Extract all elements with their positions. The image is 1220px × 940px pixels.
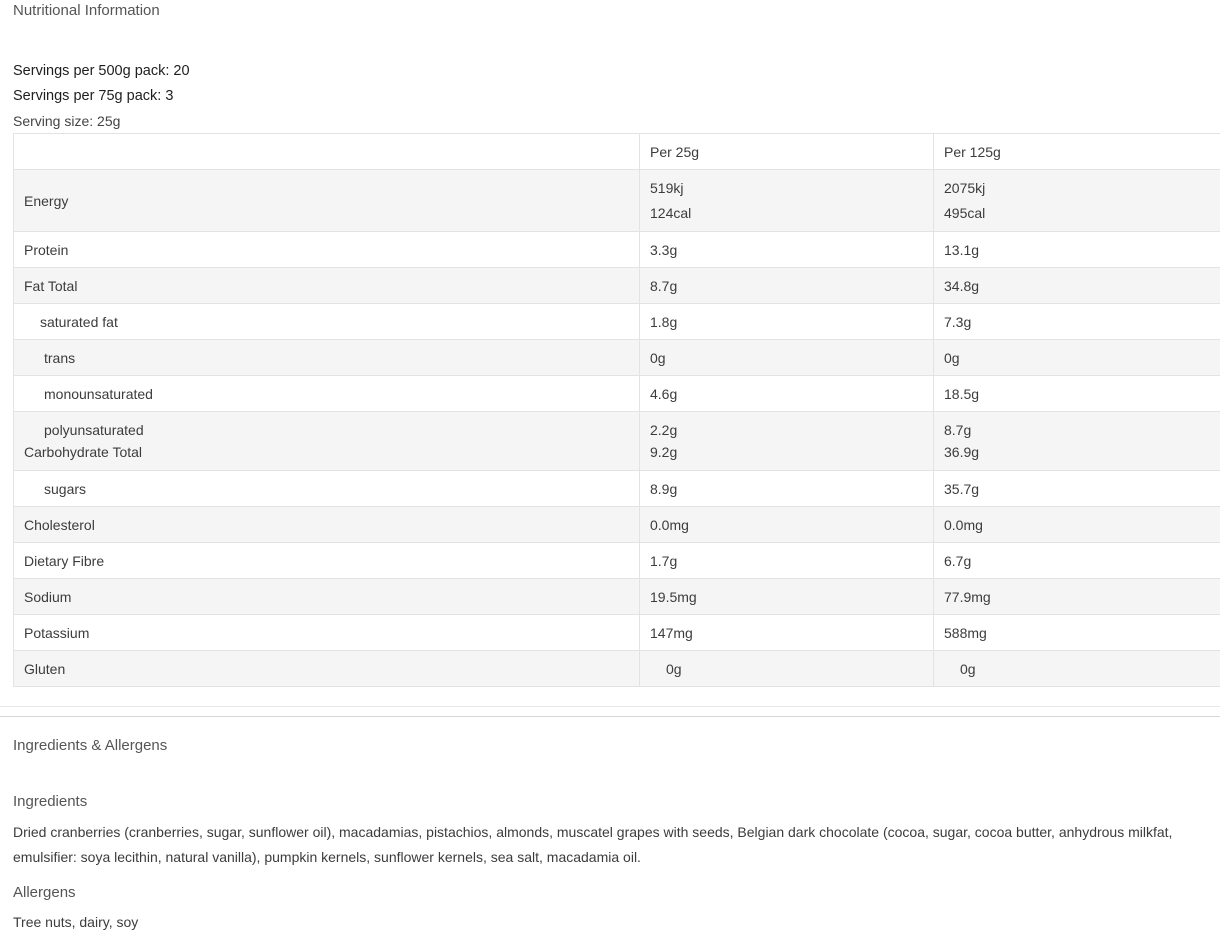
ingredients-heading: Ingredients [13, 793, 88, 810]
row-label: Cholesterol [14, 507, 640, 543]
row-per-125g: 34.8g [934, 268, 1220, 304]
serving-size: Serving size: 25g [13, 113, 121, 129]
row-per-25g: 1.7g [640, 543, 934, 579]
header-per-25g: Per 25g [640, 134, 934, 170]
row-per-125g: 35.7g [934, 471, 1220, 507]
row-per-25g: 0g [640, 651, 934, 687]
row-per-125g: 0.0mg [934, 507, 1220, 543]
row-per-125g: 7.3g [934, 304, 1220, 340]
row-label: Sodium [14, 579, 640, 615]
header-per-125g: Per 125g [934, 134, 1220, 170]
row-per-125g [934, 412, 1220, 471]
row-per-25g: 4.6g [640, 376, 934, 412]
section-divider [0, 716, 1220, 717]
row-per-25g [640, 170, 934, 232]
table-row [14, 507, 1220, 543]
table-row [14, 268, 1220, 304]
row-per-125g: 588mg [934, 615, 1220, 651]
row-per-25g: 8.9g [640, 471, 934, 507]
section-divider [0, 706, 1220, 707]
row-per-125g: 13.1g [934, 232, 1220, 268]
row-label: Energy [14, 170, 640, 232]
row-per-25g: 8.7g [640, 268, 934, 304]
table-row [14, 579, 1220, 615]
servings-per-75g-pack: Servings per 75g pack: 3 [13, 88, 174, 104]
table-row [14, 304, 1220, 340]
row-per-25g: 147mg [640, 615, 934, 651]
row-per-25g: 0.0mg [640, 507, 934, 543]
energy-kj-125g: 2075kj [944, 179, 986, 196]
energy-cal-25g: 124cal [650, 204, 692, 221]
row-per-125g [934, 170, 1220, 232]
allergens-heading: Allergens [13, 884, 76, 901]
row-label: Gluten [14, 651, 640, 687]
row-label: sugars [14, 471, 640, 507]
table-row [14, 412, 1220, 471]
ingredients-allergens-title: Ingredients & Allergens [13, 737, 168, 754]
table-row [14, 340, 1220, 376]
servings-per-500g-pack: Servings per 500g pack: 20 [13, 63, 190, 79]
row-per-125g: 0g [934, 340, 1220, 376]
row-per-125g: 0g [934, 651, 1220, 687]
table-row [14, 376, 1220, 412]
nutritional-information-title: Nutritional Information [13, 2, 160, 19]
polyunsaturated-25g: 2.2g [650, 422, 678, 438]
energy-cal-125g: 495cal [944, 204, 986, 221]
row-label: monounsaturated [14, 376, 640, 412]
row-per-25g [640, 412, 934, 471]
row-label: Fat Total [14, 268, 640, 304]
table-row [14, 170, 1220, 232]
polyunsaturated-label: polyunsaturated [44, 422, 144, 438]
row-label: saturated fat [14, 304, 640, 340]
carbohydrate-total-25g: 9.2g [650, 444, 678, 460]
polyunsaturated-125g: 8.7g [944, 422, 972, 438]
table-row [14, 232, 1220, 268]
row-per-125g: 18.5g [934, 376, 1220, 412]
energy-kj-25g: 519kj [650, 179, 684, 196]
row-per-25g: 19.5mg [640, 579, 934, 615]
table-row [14, 615, 1220, 651]
allergens-text: Tree nuts, dairy, soy [13, 914, 139, 930]
table-row [14, 543, 1220, 579]
table-row [14, 471, 1220, 507]
carbohydrate-total-125g: 36.9g [944, 444, 980, 460]
row-label: trans [14, 340, 640, 376]
nutrition-table [13, 133, 1220, 687]
row-per-25g: 1.8g [640, 304, 934, 340]
row-label: Protein [14, 232, 640, 268]
row-label [14, 412, 640, 471]
row-label: Dietary Fibre [14, 543, 640, 579]
row-per-125g: 6.7g [934, 543, 1220, 579]
header-nutrient [14, 134, 640, 170]
row-per-125g: 77.9mg [934, 579, 1220, 615]
ingredients-text: Dried cranberries (cranberries, sugar, sunflower oil), macadamias, pistachios, almonds, muscatel grapes with seeds, Belgian dark chocolate (cocoa, sugar, cocoa butter, anhydrous milkfat, emulsifier: soya lecithin, natural vanilla), pumpkin kernels, sunflower kernels, sea salt, macadamia oil. [13, 824, 1173, 865]
row-per-25g: 0g [640, 340, 934, 376]
carbohydrate-total-label: Carbohydrate Total [24, 444, 143, 460]
table-row [14, 651, 1220, 687]
table-header-row [14, 134, 1220, 170]
row-per-25g: 3.3g [640, 232, 934, 268]
row-label: Potassium [14, 615, 640, 651]
